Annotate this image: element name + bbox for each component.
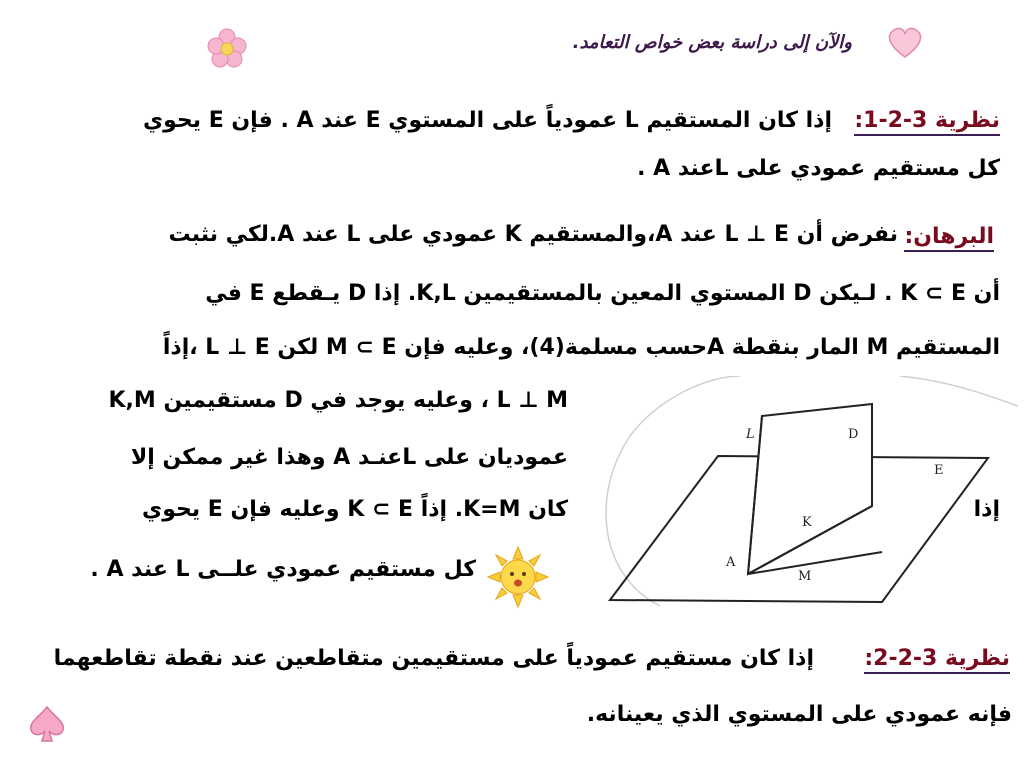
figure-label-d: D — [848, 427, 859, 442]
theorem-1-line-2: كل مستقيم عمودي على Lعند A . — [637, 156, 1000, 181]
figure-label-e: E — [934, 463, 944, 478]
proof-line-2: أن K ⊂ E . لـيكن D المستوي المعين بالمستقيمين K,L. إذا D يـقطع E في — [205, 281, 1000, 306]
proof-label: البرهان: — [904, 224, 994, 249]
proof-line-7: كل مستقيم عمودي علــى L عند A . — [90, 557, 476, 582]
proof-line-6: كان K=M. إذاً K ⊂ E وعليه فإن E يحوي — [142, 497, 568, 522]
sun-icon — [486, 545, 550, 609]
flower-icon — [205, 26, 249, 70]
theorem-1-line-1: إذا كان المستقيم L عمودياً على المستوي E عند A . فإن E يحوي — [142, 108, 832, 133]
proof-line-5: عموديان على Lعنـد A وهذا غير ممكن إلا — [130, 445, 568, 470]
proof-line-3: المستقيم M المار بنقطة Aحسب مسلمة(4)، وعليه فإن M ⊂ E لكن L ⊥ E ،إذاً — [162, 335, 1000, 360]
proof-line-6-start: إذا — [973, 497, 1000, 522]
theorem-2-line-1: إذا كان مستقيم عمودياً على مستقيمين متقاطعين عند نقطة تقاطعهما — [53, 646, 814, 671]
figure-label-k: K — [802, 515, 812, 530]
figure-label-l: L — [746, 427, 755, 442]
theorem-2-label: نظرية 3-2-2: — [864, 646, 1010, 671]
heart-icon — [884, 24, 926, 60]
figure-label-m: M — [798, 569, 812, 584]
theorem-2-line-2: فإنه عمودي على المستوي الذي يعينانه. — [586, 702, 1012, 727]
proof-line-4: K,M مستقيمين D وعليه يوجد في ، L ⊥ M — [108, 388, 568, 413]
figure-label-a: A — [726, 555, 736, 570]
intro-header: والآن إلى دراسة بعض خواص التعامد. — [572, 32, 852, 53]
proof-line-1: نفرض أن L ⊥ E عند A،والمستقيم K عمودي على L عند A.لكي نثبت — [168, 222, 898, 247]
theorem-1-label: نظرية 3-2-1: — [854, 108, 1000, 133]
perpendicular-planes-figure — [590, 376, 1020, 608]
spade-icon — [26, 704, 68, 744]
